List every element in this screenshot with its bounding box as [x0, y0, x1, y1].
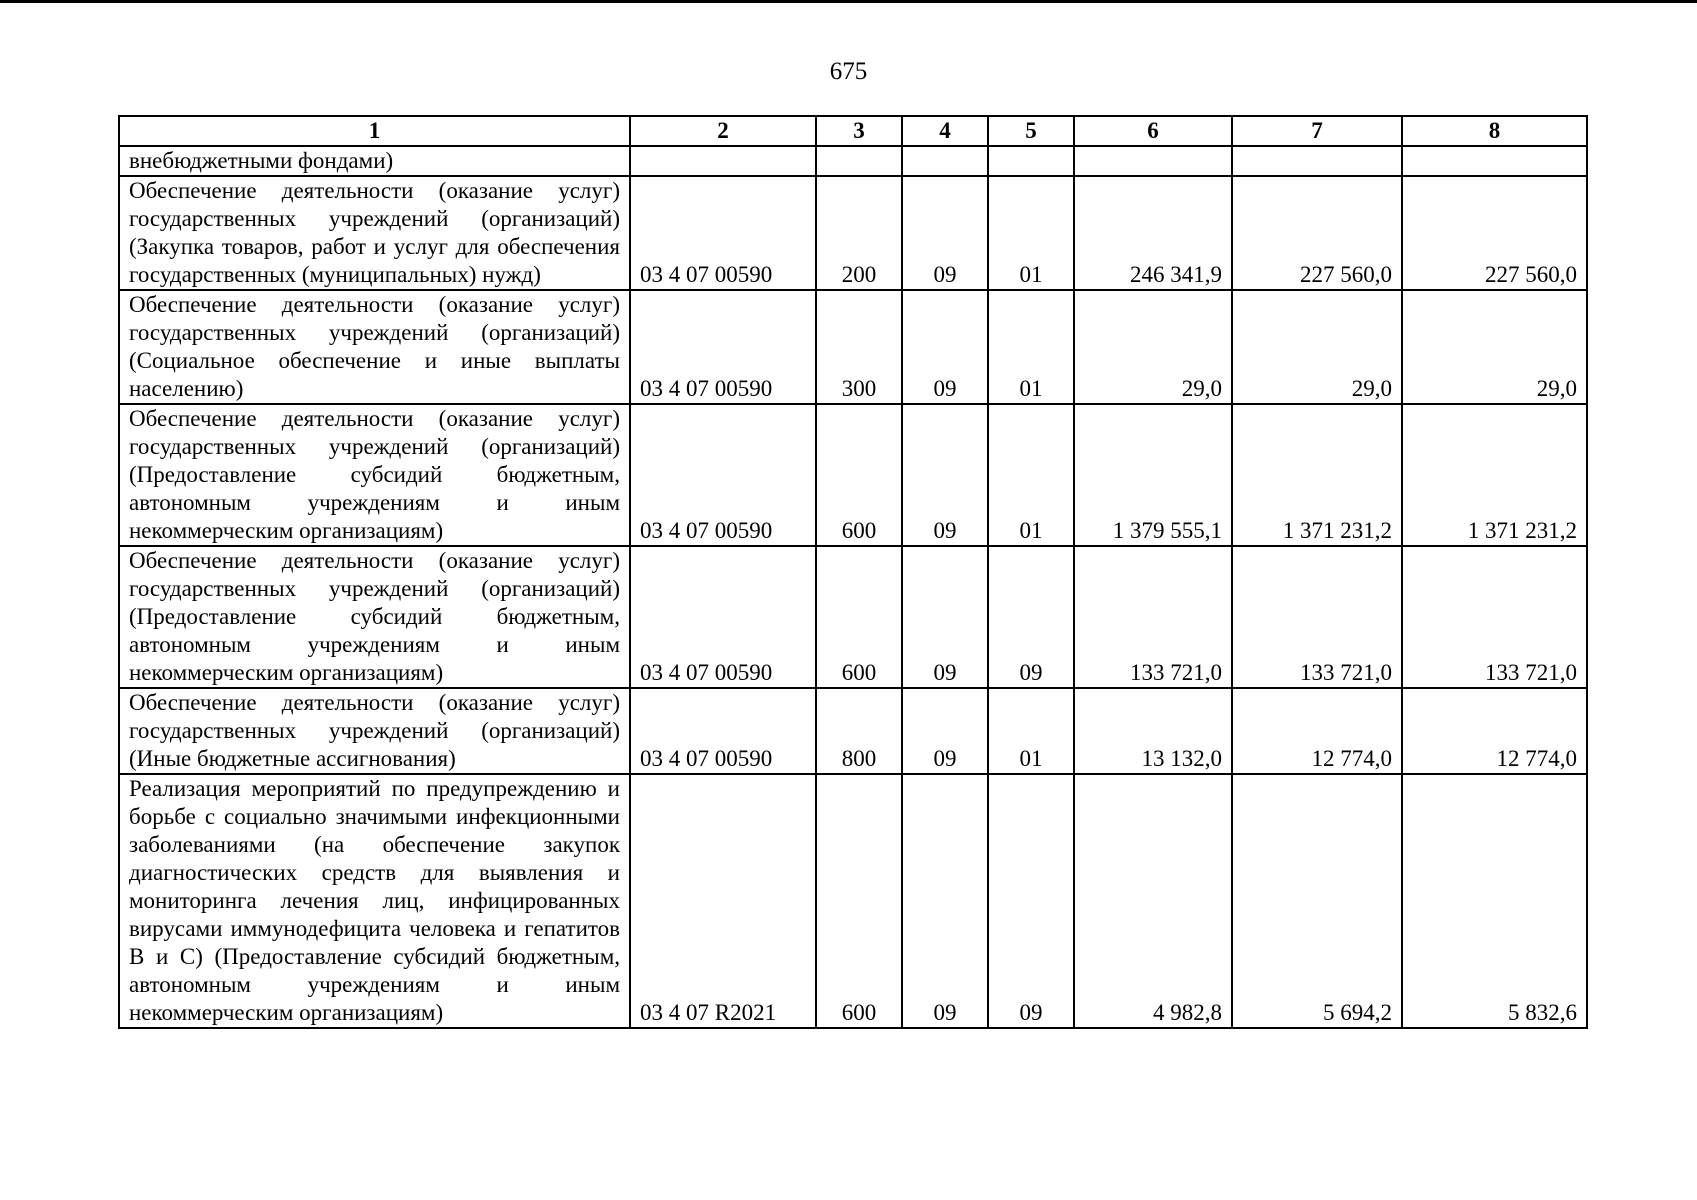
row-col7: 29,0 [1232, 290, 1402, 404]
row-code: 03 4 07 00590 [630, 688, 816, 774]
column-header: 8 [1402, 116, 1587, 146]
row-col8: 133 721,0 [1402, 546, 1587, 688]
column-header: 7 [1232, 116, 1402, 146]
row-col7 [1232, 146, 1402, 176]
row-description: Обеспечение деятельности (оказание услуг) государственных учреждений (организаций) (Закупка товаров, работ и услуг для обеспечения государственных (муниципальных) нужд) [119, 176, 630, 290]
row-col7: 1 371 231,2 [1232, 404, 1402, 546]
row-col8: 29,0 [1402, 290, 1587, 404]
table-row [119, 404, 1587, 546]
row-col4 [902, 146, 988, 176]
row-col3: 200 [816, 176, 902, 290]
row-col6: 29,0 [1074, 290, 1232, 404]
row-col7: 133 721,0 [1232, 546, 1402, 688]
table-row [119, 146, 1587, 176]
row-col6: 1 379 555,1 [1074, 404, 1232, 546]
table-row [119, 688, 1587, 774]
row-col3: 600 [816, 774, 902, 1028]
row-description: Обеспечение деятельности (оказание услуг) государственных учреждений (организаций) (Предоставление субсидий бюджетным, автономным учреждениям и иным некоммерческим организациям) [119, 546, 630, 688]
row-col8: 1 371 231,2 [1402, 404, 1587, 546]
row-code: 03 4 07 00590 [630, 404, 816, 546]
row-code: 03 4 07 00590 [630, 290, 816, 404]
row-description: Реализация мероприятий по предупреждению и борьбе с социально значимыми инфекционными заболеваниями (на обеспечение закупок диагностических средств для выявления и мониторинга лечения лиц, инфицированных вирусами иммунодефицита человека и гепатитов В и С) (Предоставление субсидий бюджетным, автономным учреждениям и иным некоммерческим организациям) [119, 774, 630, 1028]
row-col4: 09 [902, 688, 988, 774]
row-col8: 12 774,0 [1402, 688, 1587, 774]
row-col6 [1074, 146, 1232, 176]
row-col5: 01 [988, 290, 1074, 404]
row-code: 03 4 07 00590 [630, 176, 816, 290]
column-header: 5 [988, 116, 1074, 146]
table-row [119, 774, 1587, 1028]
row-col4: 09 [902, 290, 988, 404]
row-col4: 09 [902, 176, 988, 290]
row-description: Обеспечение деятельности (оказание услуг) государственных учреждений (организаций) (Социальное обеспечение и иные выплаты населению) [119, 290, 630, 404]
table-row [119, 546, 1587, 688]
row-code: 03 4 07 00590 [630, 546, 816, 688]
row-col5 [988, 146, 1074, 176]
row-col6: 133 721,0 [1074, 546, 1232, 688]
row-col3: 600 [816, 546, 902, 688]
row-col8: 5 832,6 [1402, 774, 1587, 1028]
column-header: 4 [902, 116, 988, 146]
row-col4: 09 [902, 404, 988, 546]
row-col5: 09 [988, 774, 1074, 1028]
row-col7: 12 774,0 [1232, 688, 1402, 774]
row-col3: 800 [816, 688, 902, 774]
row-col6: 4 982,8 [1074, 774, 1232, 1028]
row-col7: 5 694,2 [1232, 774, 1402, 1028]
row-description: Обеспечение деятельности (оказание услуг) государственных учреждений (организаций) (Иные бюджетные ассигнования) [119, 688, 630, 774]
column-header: 3 [816, 116, 902, 146]
row-col3: 300 [816, 290, 902, 404]
row-col6: 13 132,0 [1074, 688, 1232, 774]
row-code: 03 4 07 R2021 [630, 774, 816, 1028]
row-col7: 227 560,0 [1232, 176, 1402, 290]
column-header: 6 [1074, 116, 1232, 146]
row-description: Обеспечение деятельности (оказание услуг) государственных учреждений (организаций) (Предоставление субсидий бюджетным, автономным учреждениям и иным некоммерческим организациям) [119, 404, 630, 546]
column-header: 1 [119, 116, 630, 146]
row-col3: 600 [816, 404, 902, 546]
row-col8 [1402, 146, 1587, 176]
table-row [119, 176, 1587, 290]
row-description: внебюджетными фондами) [119, 146, 630, 176]
row-col3 [816, 146, 902, 176]
row-col5: 01 [988, 176, 1074, 290]
row-col8: 227 560,0 [1402, 176, 1587, 290]
row-col5: 01 [988, 688, 1074, 774]
row-col4: 09 [902, 546, 988, 688]
page-top-border [0, 0, 1697, 3]
column-header: 2 [630, 116, 816, 146]
table-header-row [119, 116, 1587, 146]
row-col5: 09 [988, 546, 1074, 688]
table-row [119, 290, 1587, 404]
budget-table [118, 115, 1588, 1029]
row-col6: 246 341,9 [1074, 176, 1232, 290]
page-number: 675 [829, 58, 868, 85]
row-col5: 01 [988, 404, 1074, 546]
row-code [630, 146, 816, 176]
row-col4: 09 [902, 774, 988, 1028]
